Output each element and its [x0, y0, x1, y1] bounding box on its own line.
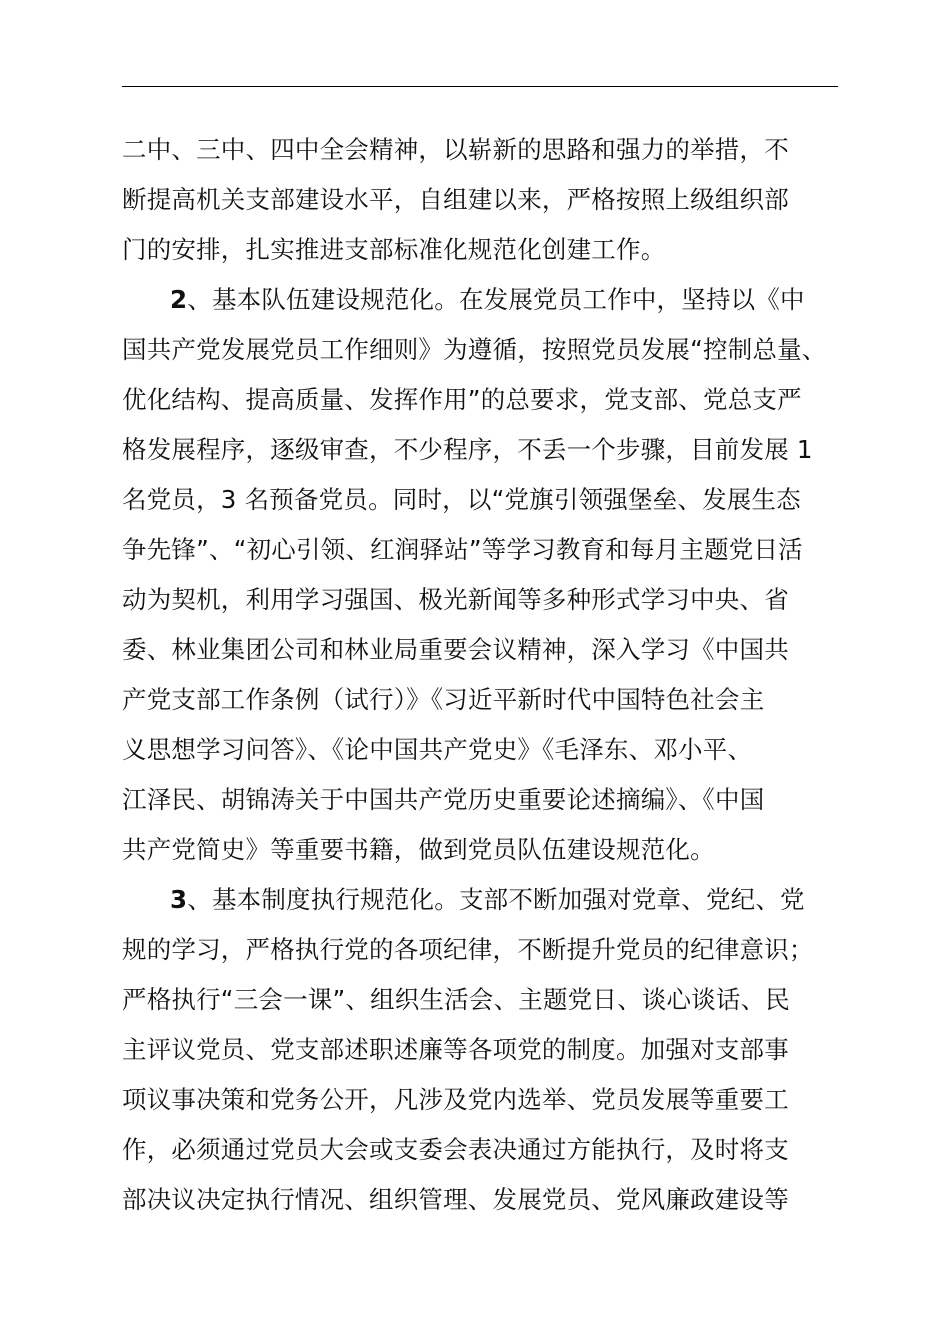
section-number: 2 [170, 285, 188, 314]
paragraph-line: 门的安排，扎实推进支部标准化规范化创建工作。 [122, 235, 666, 264]
section-heading-line [122, 275, 847, 325]
paragraph-line: 产党支部工作条例（试行）》《习近平新时代中国特色社会主 [122, 685, 765, 714]
paragraph-line: 断提高机关支部建设水平，自组建以来，严格按照上级组织部 [122, 185, 789, 214]
paragraph-line: 项议事决策和党务公开，凡涉及党内选举、党员发展等重要工 [122, 1085, 789, 1114]
section-heading-text: 、基本制度执行规范化。支部不断加强对党章、党纪、党 [187, 885, 805, 914]
paragraph-line: 江泽民、胡锦涛关于中国共产党历史重要论述摘编》、《中国 [122, 785, 765, 814]
document-body [122, 125, 847, 1225]
paragraph-line: 名党员，3 名预备党员。同时，以“党旗引领强堡垒、发展生态 [122, 485, 801, 514]
paragraph-line: 规的学习，严格执行党的各项纪律，不断提升党员的纪律意识； [122, 935, 814, 964]
section-number: 3 [170, 885, 188, 914]
section-heading-line [122, 875, 847, 925]
paragraph-line: 国共产党发展党员工作细则》为遵循，按照党员发展“控制总量、 [122, 335, 827, 364]
section-heading-text: 、基本队伍建设规范化。在发展党员工作中，坚持以《中 [187, 285, 805, 314]
paragraph-line: 主评议党员、党支部述职述廉等各项党的制度。加强对支部事 [122, 1035, 789, 1064]
paragraph-line: 动为契机，利用学习强国、极光新闻等多种形式学习中央、省 [122, 585, 789, 614]
paragraph-line: 二中、三中、四中全会精神，以崭新的思路和强力的举措，不 [122, 135, 789, 164]
paragraph-line: 严格执行“三会一课”、组织生活会、主题党日、谈心谈话、民 [122, 985, 790, 1014]
paragraph-line: 委、林业集团公司和林业局重要会议精神，深入学习《中国共 [122, 635, 789, 664]
paragraph-line: 部决议决定执行情况、组织管理、发展党员、党风廉政建设等 [122, 1185, 789, 1214]
paragraph-line: 争先锋”、“初心引领、红润驿站”等学习教育和每月主题党日活 [122, 535, 803, 564]
paragraph-line: 格发展程序，逐级审查，不少程序，不丢一个步骤，目前发展 1 [122, 435, 813, 464]
paragraph-line: 义思想学习问答》、《论中国共产党史》《毛泽东、邓小平、 [122, 735, 753, 764]
header-rule [122, 86, 838, 87]
paragraph-line: 优化结构、提高质量、发挥作用”的总要求，党支部、党总支严 [122, 385, 802, 414]
paragraph-line: 作，必须通过党员大会或支委会表决通过方能执行，及时将支 [122, 1135, 789, 1164]
paragraph-line: 共产党简史》等重要书籍，做到党员队伍建设规范化。 [122, 835, 715, 864]
